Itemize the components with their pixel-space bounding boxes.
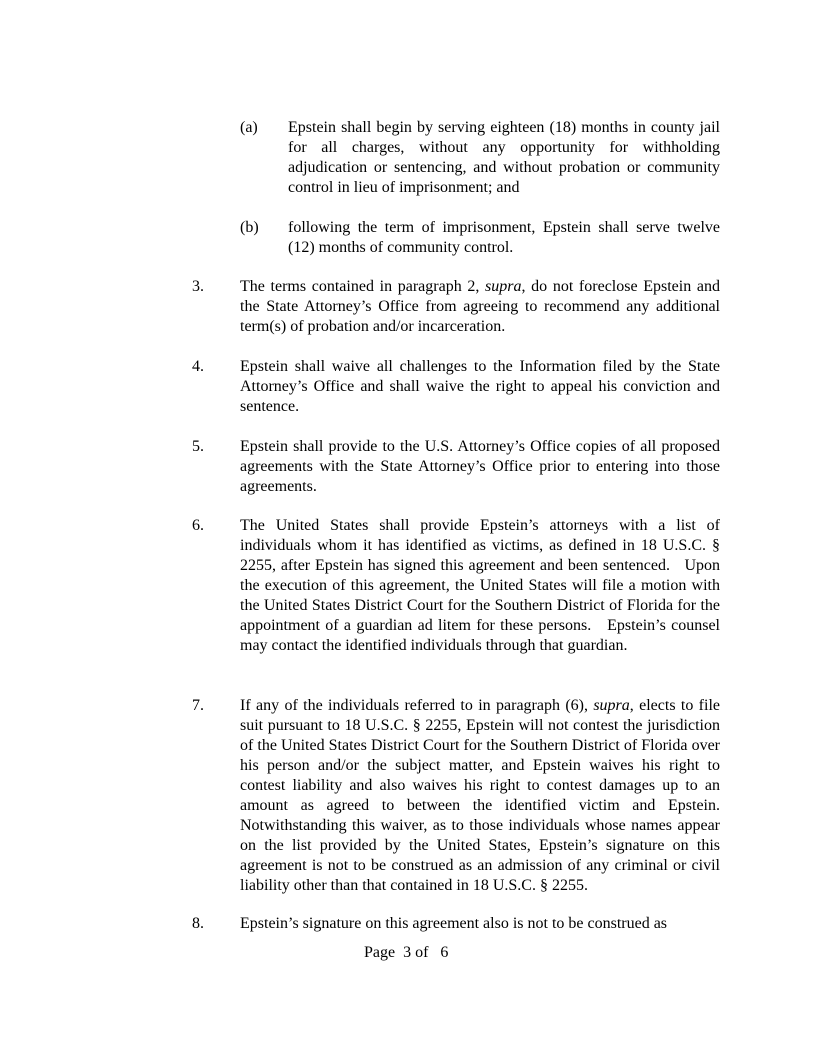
paragraph-text: Epstein shall provide to the U.S. Attorney’s Office copies of all proposed agreements with the State Attorney’s Office prior to entering into those agreements. [240,438,720,495]
italic-supra: supra [593,697,630,714]
paragraph-text [240,277,720,337]
paragraph-4 [192,357,720,417]
paragraph-text: Epstein shall waive all challenges to the Information filed by the State Attorney’s Office and shall waive the right to appeal his conviction and sentence. [240,358,720,415]
paragraph-text-run: If any of the individuals referred to in paragraph (6), [240,697,594,714]
paragraph-7 [192,696,732,896]
paragraph-number: 3. [192,278,204,295]
paragraph-6 [192,516,724,656]
paragraph-number: 7. [192,697,204,714]
paragraph-text: The United States shall provide Epstein’s attorneys with a list of individuals whom it has identified as victims, as defined in 18 U.S.C. § 2255, after Epstein has signed this agreement and been sentenced. Upon the execution of this agreement, the United States will file a motion with the United States District Court for the Southern District of Florida for the appointment of a guardian ad litem for these persons. Epstein’s counsel may contact the identified individuals through that guardian. [240,517,724,654]
subparagraph-marker: (b) [240,219,259,236]
paragraph-text [240,696,732,896]
paragraph-3 [192,277,720,337]
subparagraph-a [240,118,720,198]
paragraph-number: 8. [192,915,204,932]
subparagraph-b [240,218,720,258]
paragraph-text-run: The terms contained in paragraph 2, [240,278,486,295]
paragraph-text: Epstein’s signature on this agreement also is not to be construed as [240,915,668,932]
paragraph-number: 4. [192,358,204,375]
paragraph-8 [192,914,720,934]
paragraph-text-run: , do not foreclose Epstein and the State Attorney’s Office from agreeing to recommend any additional term(s) of probation and/or incarceration. [240,278,720,335]
paragraph-5 [192,437,720,497]
page-number-footer: Page 3 of 6 [364,944,449,961]
subparagraph-marker: (a) [240,119,258,136]
paragraph-text-run: , elects to file suit pursuant to 18 U.S.C. § 2255, Epstein will not contest the jurisdiction of the United States District Court for the Southern District of Florida over his person and/or the subject matter, and Epstein waives his right to contest liability and also waives his right to contest damages up to an amount as agreed to between the identified victim and Epstein. Notwithstanding this waiver, as to those individuals whose names appear on the list provided by the United States, Epstein’s signature on this agreement is not to be construed as an admission of any criminal or civil liability other than that contained in 18 U.S.C. § 2255. [240,697,732,894]
subparagraph-text: following the term of imprisonment, Epstein shall serve twelve (12) months of community control. [288,219,720,256]
paragraph-number: 5. [192,438,204,455]
paragraph-number: 6. [192,517,204,534]
subparagraph-text: Epstein shall begin by serving eighteen (18) months in county jail for all charges, without any opportunity for withholding adjudication or sentencing, and without probation or community control in lieu of imprisonment; and [288,119,720,196]
italic-supra: supra [485,278,522,295]
